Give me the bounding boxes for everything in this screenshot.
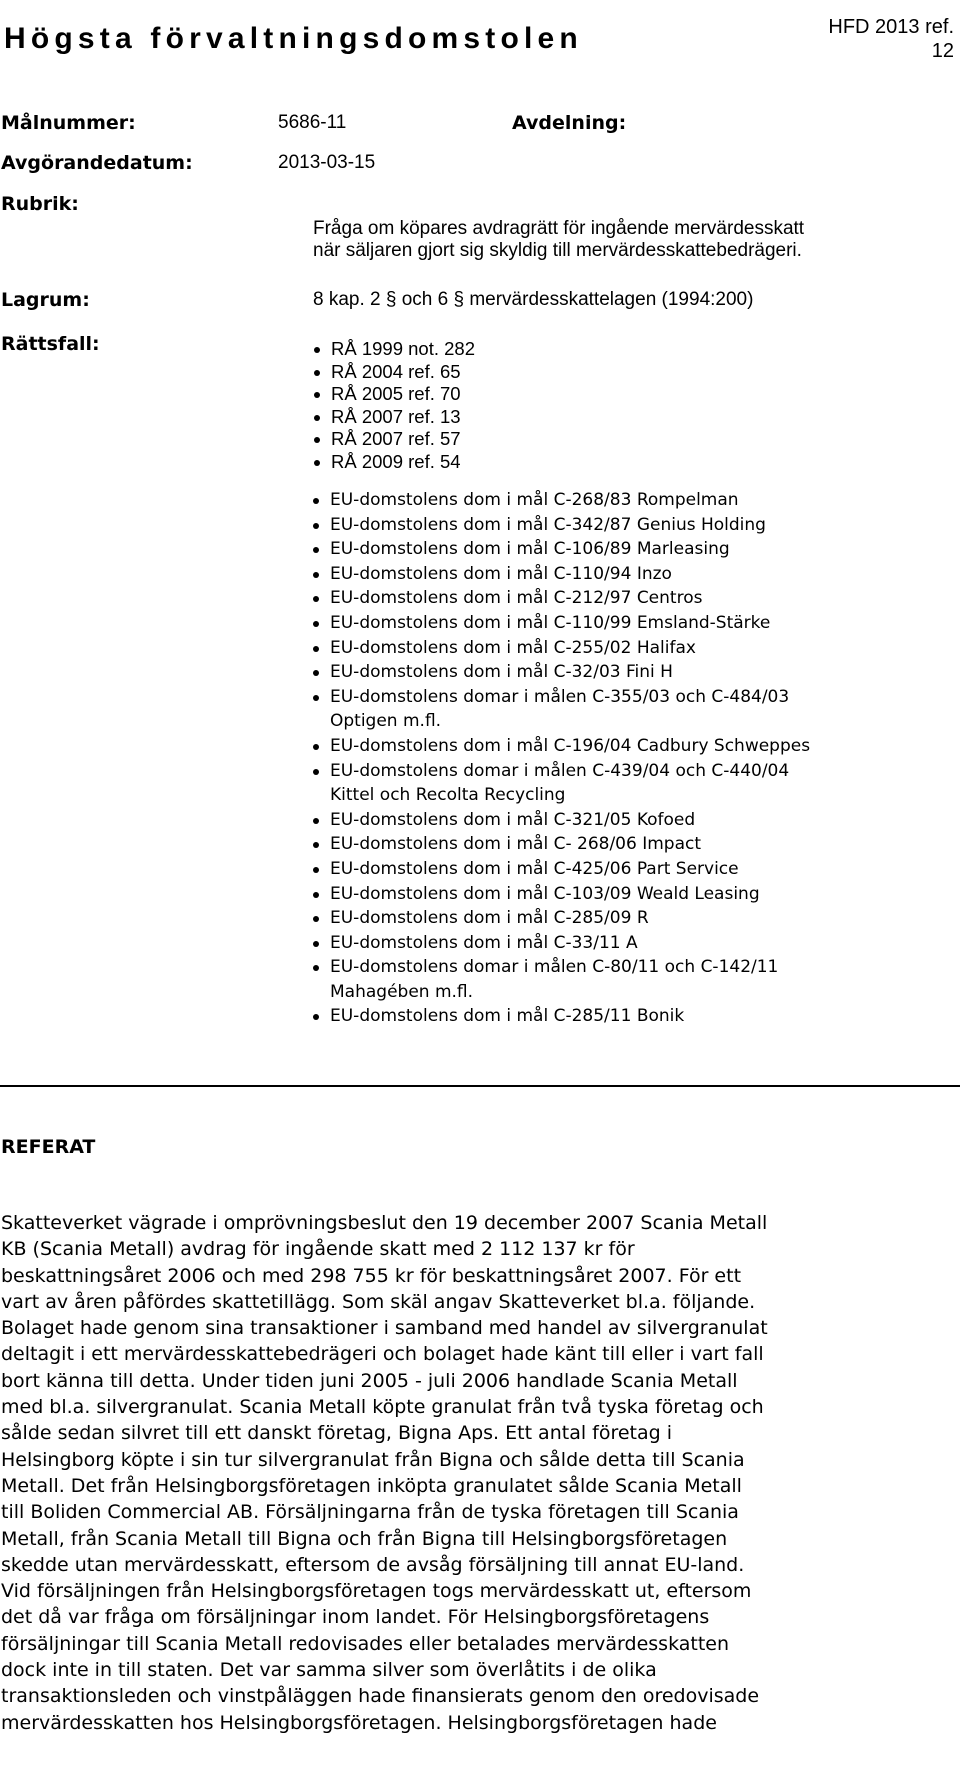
- case-item: RÅ 2004 ref. 65: [313, 361, 475, 384]
- referat-line: mervärdesskatten hos Helsingborgsföretagen. Helsingborgsföretagen hade: [1, 1711, 717, 1734]
- subject-label: Rubrik:: [1, 193, 79, 215]
- eu-case-item: EU-domstolens dom i mål C-342/87 Genius Holding: [313, 513, 810, 538]
- eu-case-continuation: Optigen m.fl.: [330, 711, 442, 732]
- case-number-label: Målnummer:: [1, 112, 136, 134]
- referat-line: Helsingborg köpte i sin tur silvergranulat från Bigna och sålde detta till Scania: [1, 1448, 745, 1471]
- eu-case-item: EU-domstolens dom i mål C-285/11 Bonik: [313, 1004, 810, 1029]
- law-label: Lagrum:: [1, 289, 90, 311]
- referat-line: Bolaget hade genom sina transaktioner i samband med handel av silvergranulat: [1, 1317, 768, 1340]
- referat-heading: REFERAT: [1, 1136, 96, 1158]
- referat-line: transaktionsleden och vinstpåläggen hade finansierats genom den oredovisade: [1, 1685, 760, 1708]
- eu-case-item: EU-domstolens dom i mål C-106/89 Marleasing: [313, 537, 810, 562]
- eu-case-item: EU-domstolens dom i mål C-255/02 Halifax: [313, 636, 810, 661]
- referat-line: försäljningar till Scania Metall redovisades eller betalades mervärdesskatten: [1, 1632, 730, 1655]
- eu-case-item: [313, 955, 810, 1004]
- eu-case-item: EU-domstolens dom i mål C-212/97 Centros: [313, 586, 810, 611]
- subject-line: när säljaren gjort sig skyldig till mervärdesskattebedrägeri.: [313, 240, 802, 261]
- case-item: RÅ 2007 ref. 57: [313, 428, 475, 451]
- eu-case-item: EU-domstolens dom i mål C-268/83 Rompelman: [313, 488, 810, 513]
- referat-line: med bl.a. silvergranulat. Scania Metall köpte granulat från två tyska företag och: [1, 1396, 764, 1419]
- eu-case-continuation: Mahagében m.fl.: [330, 981, 474, 1002]
- eu-case-item: EU-domstolens dom i mål C-196/04 Cadbury Schweppes: [313, 734, 810, 759]
- eu-case-item: [313, 685, 810, 734]
- eu-case-item: EU-domstolens dom i mål C- 268/06 Impact: [313, 832, 810, 857]
- subject: [313, 218, 804, 262]
- subject-line: Fråga om köpares avdragrätt för ingående mervärdesskatt: [313, 218, 805, 239]
- eu-case-item: EU-domstolens dom i mål C-33/11 A: [313, 931, 810, 956]
- referat-line: beskattningsåret 2006 och med 298 755 kr för beskattningsåret 2007. För ett: [1, 1264, 742, 1287]
- eu-case-text: EU-domstolens domar i målen C-439/04 och C-440/04: [330, 760, 790, 781]
- section-divider: [0, 1085, 960, 1087]
- referat-line: Skatteverket vägrade i omprövningsbeslut den 19 december 2007 Scania Metall: [1, 1212, 768, 1234]
- decision-date: 2013-03-15: [278, 152, 376, 173]
- eu-case-item: EU-domstolens dom i mål C-110/99 Emsland-Stärke: [313, 611, 810, 636]
- referat-line: till Boliden Commercial AB. Försäljningarna från de tyska företagen till Scania: [1, 1501, 739, 1524]
- eu-case-text: EU-domstolens domar i målen C-80/11 och C-142/11: [330, 957, 779, 978]
- eu-case-item: [313, 759, 810, 808]
- eu-case-list: [313, 488, 810, 1029]
- eu-case-item: EU-domstolens dom i mål C-103/09 Weald Leasing: [313, 882, 810, 907]
- referat-line: KB (Scania Metall) avdrag för ingående skatt med 2 112 137 kr för: [1, 1238, 635, 1261]
- eu-case-continuation: Kittel och Recolta Recycling: [330, 785, 566, 806]
- eu-case-item: EU-domstolens dom i mål C-110/94 Inzo: [313, 562, 810, 587]
- case-list: [313, 338, 475, 473]
- eu-case-item: EU-domstolens dom i mål C-32/03 Fini H: [313, 660, 810, 685]
- referat-line: skedde utan mervärdesskatt, eftersom de avsåg försäljning till annat EU-land.: [1, 1553, 745, 1576]
- referat-line: bort känna till detta. Under tiden juni 2005 - juli 2006 handlade Scania Metall: [1, 1369, 738, 1392]
- referat-body: [1, 1210, 768, 1736]
- eu-case-item: EU-domstolens dom i mål C-425/06 Part Service: [313, 857, 810, 882]
- referat-line: sålde sedan silvret till ett danskt företag, Bigna Aps. Ett antal företag i: [1, 1422, 673, 1445]
- referat-line: deltagit i ett mervärdesskattebedrägeri och bolaget hade känt till eller i vart fall: [1, 1343, 764, 1366]
- referat-line: dock inte in till staten. Det var samma silver som överlåtits i de olika: [1, 1659, 657, 1682]
- case-item: RÅ 2005 ref. 70: [313, 383, 475, 406]
- court-name: Högsta förvaltningsdomstolen: [4, 22, 583, 55]
- referat-line: det då var fråga om försäljningar inom landet. För Helsingborgsföretagens: [1, 1606, 710, 1629]
- referat-line: Vid försäljningen från Helsingborgsföretagen togs mervärdesskatt ut, eftersom: [1, 1580, 752, 1603]
- eu-case-item: EU-domstolens dom i mål C-285/09 R: [313, 906, 810, 931]
- referat-line: Metall, från Scania Metall till Bigna och från Bigna till Helsingborgsföretagen: [1, 1527, 728, 1550]
- reference-number: 12: [931, 40, 954, 62]
- case-number: 5686-11: [278, 112, 347, 133]
- decision-date-label: Avgörandedatum:: [1, 152, 193, 174]
- referat-line: vart av åren påfördes skattetillägg. Som skäl angav Skatteverket bl.a. följande.: [1, 1290, 756, 1313]
- case-item: RÅ 1999 not. 282: [313, 338, 475, 361]
- division-label: Avdelning:: [512, 112, 627, 134]
- reference-label: HFD 2013 ref.: [828, 16, 954, 38]
- cases-label: Rättsfall:: [1, 333, 100, 355]
- case-item: RÅ 2009 ref. 54: [313, 451, 475, 474]
- eu-case-item: EU-domstolens dom i mål C-321/05 Kofoed: [313, 808, 810, 833]
- law-reference: 8 kap. 2 § och 6 § mervärdesskattelagen (1994:200): [313, 289, 754, 310]
- referat-line: Metall. Det från Helsingborgsföretagen inköpta granulatet sålde Scania Metall: [1, 1474, 742, 1497]
- case-item: RÅ 2007 ref. 13: [313, 406, 475, 429]
- eu-case-text: EU-domstolens domar i målen C-355/03 och C-484/03: [330, 686, 790, 707]
